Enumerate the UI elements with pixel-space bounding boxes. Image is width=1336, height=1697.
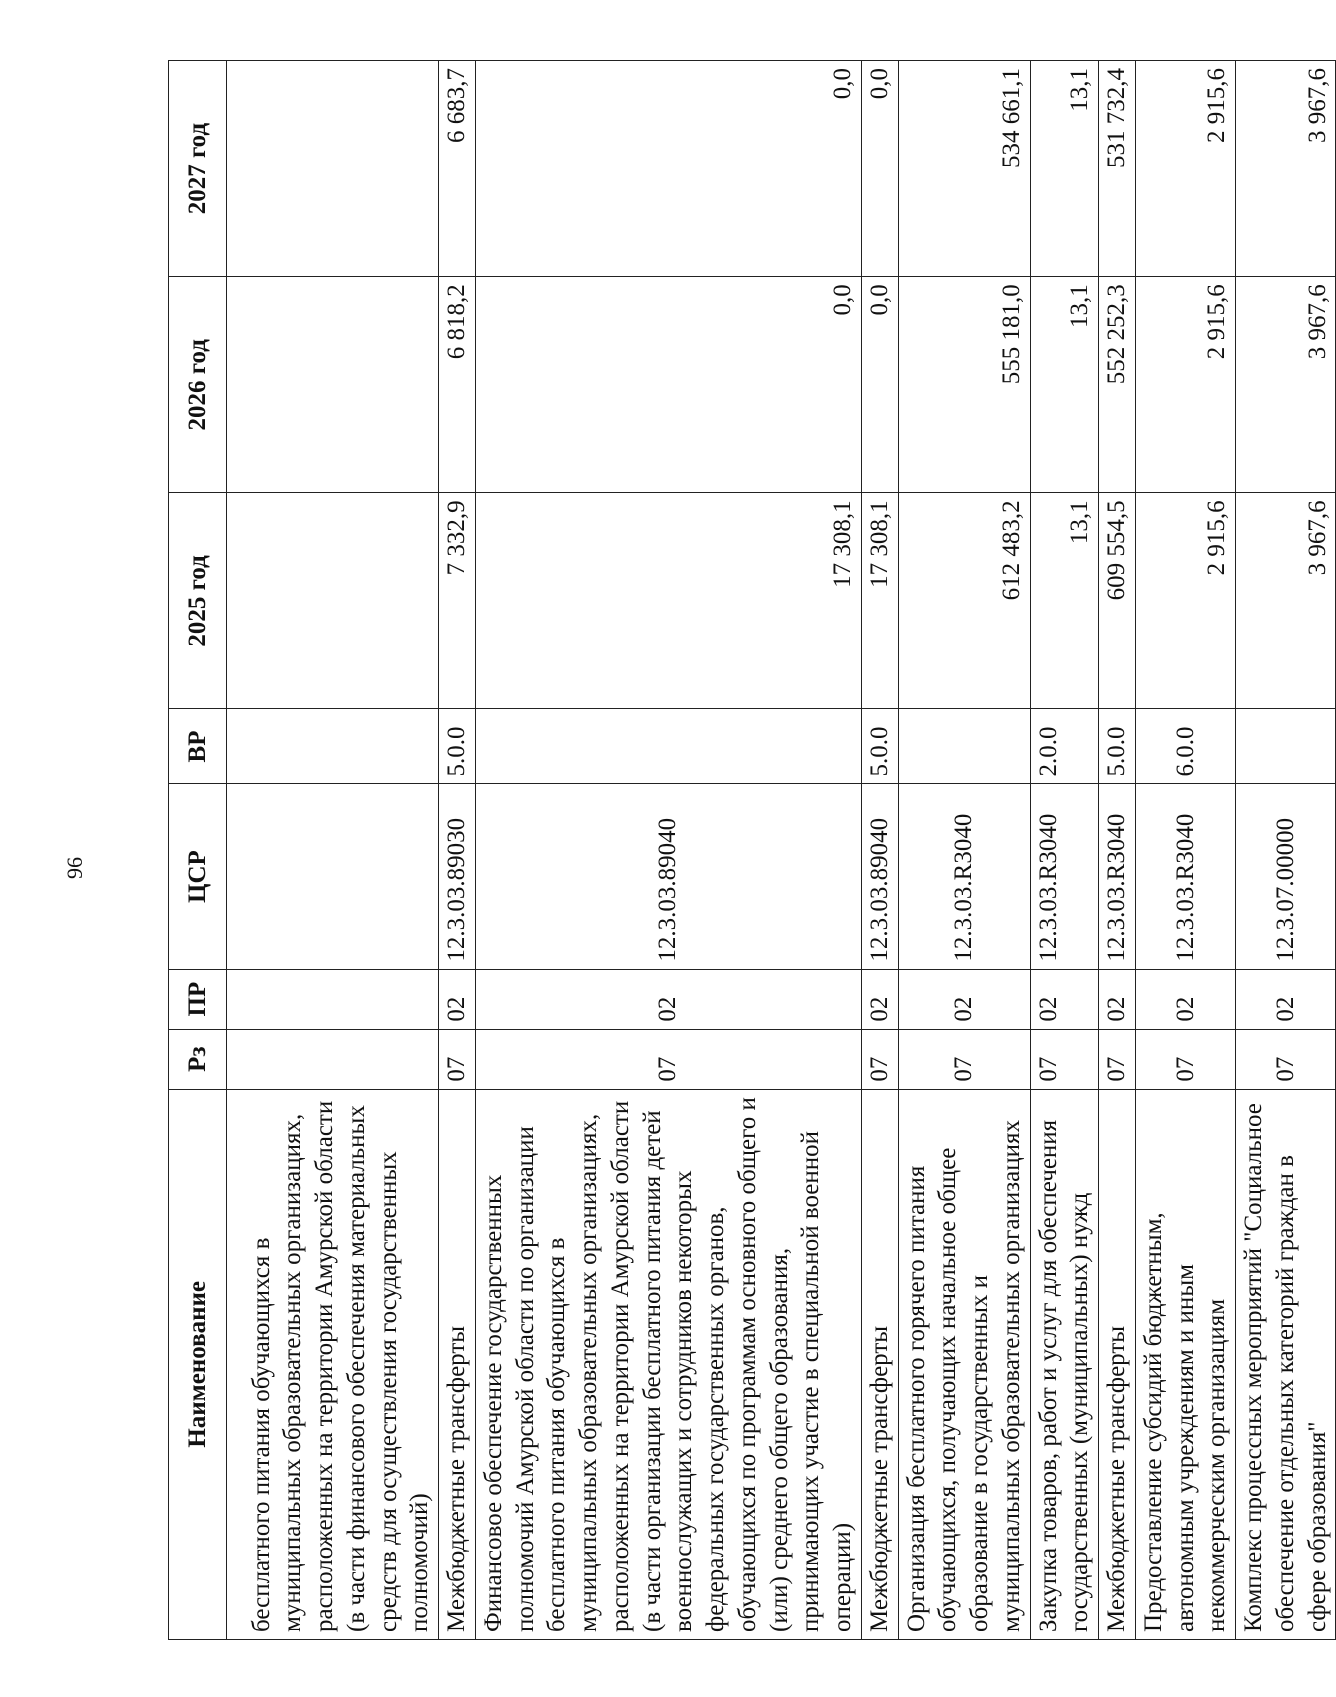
row-csr: 12.3.03.89030	[439, 784, 476, 969]
row-name: Межбюджетные трансферты	[1099, 1089, 1136, 1639]
row-pr: 02	[475, 969, 861, 1029]
table-row	[439, 61, 476, 1640]
row-vr	[898, 709, 1030, 784]
row-vr	[1236, 709, 1336, 784]
header-2026: 2026 год	[169, 277, 227, 493]
page-number: 96	[62, 857, 87, 879]
row-csr: 12.3.03.89040	[475, 784, 861, 969]
row-2026: 2 915,6	[1135, 277, 1235, 493]
table-header-row	[169, 61, 227, 1640]
row-2027	[227, 61, 439, 277]
row-rz: 07	[1236, 1029, 1336, 1089]
row-2025: 13,1	[1030, 493, 1099, 709]
row-2026: 6 818,2	[439, 277, 476, 493]
table-row	[861, 61, 898, 1640]
row-vr	[227, 709, 439, 784]
header-name: Наименование	[169, 1089, 227, 1639]
row-2026: 13,1	[1030, 277, 1099, 493]
header-csr: ЦСР	[169, 784, 227, 969]
row-rz: 07	[898, 1029, 1030, 1089]
row-vr: 5.0.0	[439, 709, 476, 784]
header-2025: 2025 год	[169, 493, 227, 709]
row-2025: 2 915,6	[1135, 493, 1235, 709]
row-csr: 12.3.07.00000	[1236, 784, 1336, 969]
row-2025: 17 308,1	[861, 493, 898, 709]
table-row	[1135, 61, 1235, 1640]
row-name: бесплатного питания обучающихся в муниципальных образовательных организациях, расположенных на территории Амурской области (в части финансового обеспечения материальных средств для осуществления государственных полномочий)	[227, 1089, 439, 1639]
row-2026: 3 967,6	[1236, 277, 1336, 493]
header-pr: ПР	[169, 969, 227, 1029]
row-2027: 13,1	[1030, 61, 1099, 277]
row-rz: 07	[475, 1029, 861, 1089]
header-2027: 2027 год	[169, 61, 227, 277]
row-2027: 6 683,7	[439, 61, 476, 277]
row-vr: 5.0.0	[861, 709, 898, 784]
row-vr: 5.0.0	[1099, 709, 1136, 784]
table-row	[227, 61, 439, 1640]
row-csr: 12.3.03.R3040	[898, 784, 1030, 969]
row-2027: 531 732,4	[1099, 61, 1136, 277]
row-rz	[227, 1029, 439, 1089]
row-name: Предоставление субсидий бюджетным, автономным учреждениям и иным некоммерческим организациям	[1135, 1089, 1235, 1639]
row-name: Закупка товаров, работ и услуг для обеспечения государственных (муниципальных) нужд	[1030, 1089, 1099, 1639]
row-2025: 17 308,1	[475, 493, 861, 709]
row-2026: 555 181,0	[898, 277, 1030, 493]
row-pr: 02	[898, 969, 1030, 1029]
row-name: Межбюджетные трансферты	[861, 1089, 898, 1639]
header-rz: Рз	[169, 1029, 227, 1089]
row-2027: 0,0	[475, 61, 861, 277]
row-csr: 12.3.03.R3040	[1135, 784, 1235, 969]
row-2025: 612 483,2	[898, 493, 1030, 709]
row-name: Комплекс процессных мероприятий "Социальное обеспечение отдельных категорий граждан в сфере образования"	[1236, 1089, 1336, 1639]
row-rz: 07	[439, 1029, 476, 1089]
table-row	[898, 61, 1030, 1640]
rotated-table-container	[168, 60, 1331, 1640]
row-2025	[227, 493, 439, 709]
row-rz: 07	[1135, 1029, 1235, 1089]
row-pr	[227, 969, 439, 1029]
row-name: Финансовое обеспечение государственных полномочий Амурской области по организации бесплатного питания обучающихся в муниципальных образовательных организациях, расположенных на территории Амурской области (в части организации бесплатного питания детей военнослужащих и сотрудников некоторых федеральных государственных органов, обучающихся по программам основного общего и (или) среднего общего образования, принимающих участие в специальной военной операции)	[475, 1089, 861, 1639]
table-row	[1030, 61, 1099, 1640]
row-vr	[475, 709, 861, 784]
row-2025: 7 332,9	[439, 493, 476, 709]
table-row	[1236, 61, 1336, 1640]
row-2025: 609 554,5	[1099, 493, 1136, 709]
row-name: Межбюджетные трансферты	[439, 1089, 476, 1639]
row-pr: 02	[1135, 969, 1235, 1029]
row-2027: 3 967,6	[1236, 61, 1336, 277]
row-vr: 2.0.0	[1030, 709, 1099, 784]
row-pr: 02	[1030, 969, 1099, 1029]
row-2026	[227, 277, 439, 493]
row-csr: 12.3.03.R3040	[1030, 784, 1099, 969]
row-csr: 12.3.03.R3040	[1099, 784, 1136, 969]
row-pr: 02	[861, 969, 898, 1029]
row-pr: 02	[1099, 969, 1136, 1029]
row-vr: 6.0.0	[1135, 709, 1235, 784]
row-2025: 3 967,6	[1236, 493, 1336, 709]
row-2027: 534 661,1	[898, 61, 1030, 277]
row-rz: 07	[861, 1029, 898, 1089]
budget-table	[168, 60, 1336, 1640]
row-rz: 07	[1099, 1029, 1136, 1089]
table-row	[1099, 61, 1136, 1640]
row-2027: 0,0	[861, 61, 898, 277]
row-name: Организация бесплатного горячего питания обучающихся, получающих начальное общее образование в государственных и муниципальных образовательных организациях	[898, 1089, 1030, 1639]
row-2026: 552 252,3	[1099, 277, 1136, 493]
row-pr: 02	[439, 969, 476, 1029]
row-2026: 0,0	[861, 277, 898, 493]
header-vr: ВР	[169, 709, 227, 784]
row-2027: 2 915,6	[1135, 61, 1235, 277]
row-csr	[227, 784, 439, 969]
row-rz: 07	[1030, 1029, 1099, 1089]
row-pr: 02	[1236, 969, 1336, 1029]
table-row	[475, 61, 861, 1640]
row-csr: 12.3.03.89040	[861, 784, 898, 969]
row-2026: 0,0	[475, 277, 861, 493]
